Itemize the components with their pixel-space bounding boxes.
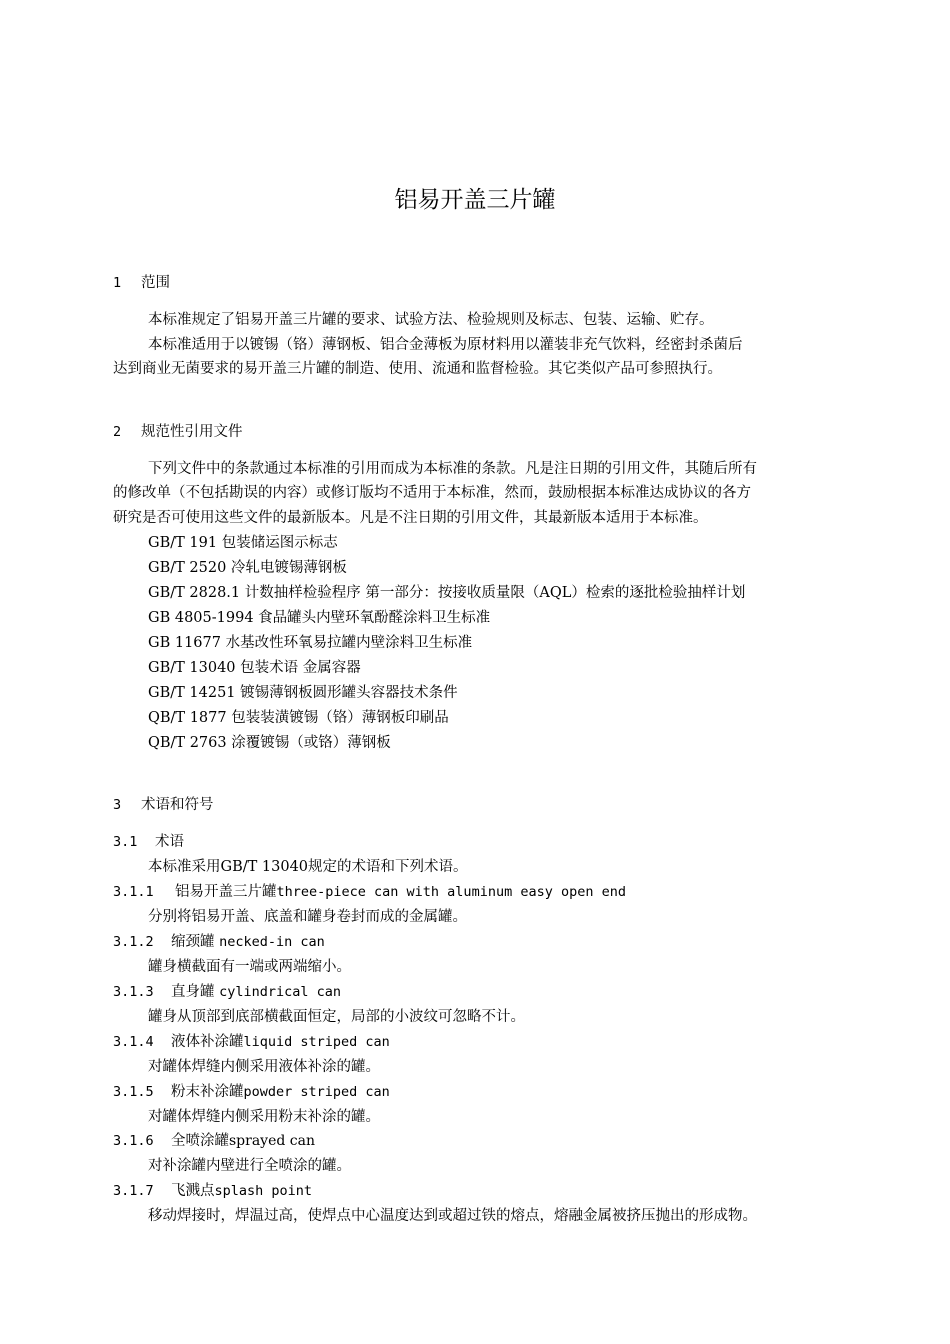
paragraph-line: 本标准适用于以镀锡（铬）薄钢板、铝合金薄板为原材料用以灌装非充气饮料，经密封杀菌后 — [148, 337, 743, 353]
paragraph-line: 本标准规定了铝易开盖三片罐的要求、试验方法、检验规则及标志、包装、运输、贮存。 — [148, 312, 714, 328]
term-heading — [113, 1179, 312, 1204]
subsection-number: 3.1 — [113, 834, 138, 850]
subsection-intro: 本标准采用GB/T 13040规定的术语和下列术语。 — [148, 859, 468, 875]
paragraph-line: 达到商业无菌要求的易开盖三片罐的制造、使用、流通和监督检验。其它类似产品可参照执行。 — [113, 361, 722, 377]
section-3-heading — [113, 793, 214, 818]
reference-item: GB/T 14251 镀锡薄钢板圆形罐头容器技术条件 — [148, 685, 458, 701]
term-en: liquid striped can — [243, 1034, 390, 1050]
term-zh: 全喷涂罐 — [171, 1133, 229, 1149]
term-en: three-piece can with aluminum easy open end — [276, 884, 626, 900]
section-title: 范围 — [141, 275, 170, 291]
term-definition: 对补涂罐内壁进行全喷涂的罐。 — [148, 1158, 351, 1174]
reference-item: QB/T 2763 涂覆镀锡（或铬）薄钢板 — [148, 735, 391, 751]
term-number: 3.1.2 — [113, 934, 154, 950]
paragraph-line: 下列文件中的条款通过本标准的引用而成为本标准的条款。凡是注日期的引用文件，其随后所有 — [148, 461, 757, 477]
term-heading — [113, 1030, 390, 1055]
term-en: splash point — [214, 1183, 313, 1199]
term-heading — [113, 930, 325, 955]
term-number: 3.1.7 — [113, 1183, 154, 1199]
term-heading — [113, 980, 341, 1005]
term-number: 3.1.4 — [113, 1034, 154, 1050]
term-number: 3.1.3 — [113, 984, 154, 1000]
term-zh: 直身罐 — [171, 984, 215, 1000]
reference-item: GB/T 2828.1 计数抽样检验程序 第一部分：按接收质量限（AQL）检索的逐批检验抽样计划 — [148, 585, 746, 601]
term-number: 3.1.5 — [113, 1084, 154, 1100]
term-definition: 罐身横截面有一端或两端缩小。 — [148, 959, 351, 975]
term-definition: 对罐体焊缝内侧采用液体补涂的罐。 — [148, 1059, 380, 1075]
term-number: 3.1.1 — [113, 884, 154, 900]
term-zh: 液体补涂罐 — [171, 1034, 244, 1050]
reference-item: GB/T 191 包装储运图示标志 — [148, 535, 338, 551]
term-zh: 缩颈罐 — [171, 934, 215, 950]
term-heading — [113, 1129, 315, 1154]
term-zh: 铝易开盖三片罐 — [175, 884, 277, 900]
document-title: 铝易开盖三片罐 — [394, 187, 556, 213]
term-en: cylindrical can — [219, 984, 342, 1000]
reference-item: QB/T 1877 包装装潢镀锡（铬）薄钢板印刷品 — [148, 710, 449, 726]
section-1-heading — [113, 271, 170, 296]
reference-item: GB 11677 水基改性环氧易拉罐内壁涂料卫生标准 — [148, 635, 473, 651]
term-definition: 分别将铝易开盖、底盖和罐身卷封而成的金属罐。 — [148, 909, 467, 925]
subsection-3-1-heading — [113, 830, 184, 855]
section-title: 术语和符号 — [141, 797, 214, 813]
section-number: 3 — [113, 797, 122, 813]
term-zh: 飞溅点 — [171, 1183, 215, 1199]
reference-item: GB/T 13040 包装术语 金属容器 — [148, 660, 361, 676]
term-zh: 粉末补涂罐 — [171, 1084, 244, 1100]
reference-item: GB 4805-1994 食品罐头内壁环氧酚醛涂料卫生标准 — [148, 610, 491, 626]
section-number: 1 — [113, 275, 122, 291]
term-definition: 对罐体焊缝内侧采用粉末补涂的罐。 — [148, 1109, 380, 1125]
term-en: necked-in can — [219, 934, 325, 950]
term-en: sprayed can — [229, 1133, 315, 1149]
section-number: 2 — [113, 424, 122, 440]
section-2-heading — [113, 420, 243, 445]
term-heading — [113, 1080, 390, 1105]
reference-item: GB/T 2520 冷轧电镀锡薄钢板 — [148, 560, 347, 576]
paragraph-line: 研究是否可使用这些文件的最新版本。凡是不注日期的引用文件，其最新版本适用于本标准。 — [113, 510, 708, 526]
section-title: 规范性引用文件 — [141, 424, 243, 440]
term-definition: 罐身从顶部到底部横截面恒定，局部的小波纹可忽略不计。 — [148, 1009, 525, 1025]
term-definition: 移动焊接时，焊温过高，使焊点中心温度达到或超过铁的熔点，熔融金属被挤压抛出的形成物。 — [148, 1208, 757, 1224]
term-en: powder striped can — [243, 1084, 390, 1100]
term-heading — [113, 880, 626, 905]
term-number: 3.1.6 — [113, 1133, 154, 1149]
subsection-title: 术语 — [155, 834, 184, 850]
paragraph-line: 的修改单（不包括勘误的内容）或修订版均不适用于本标准，然而，鼓励根据本标准达成协议的各方 — [113, 485, 751, 501]
